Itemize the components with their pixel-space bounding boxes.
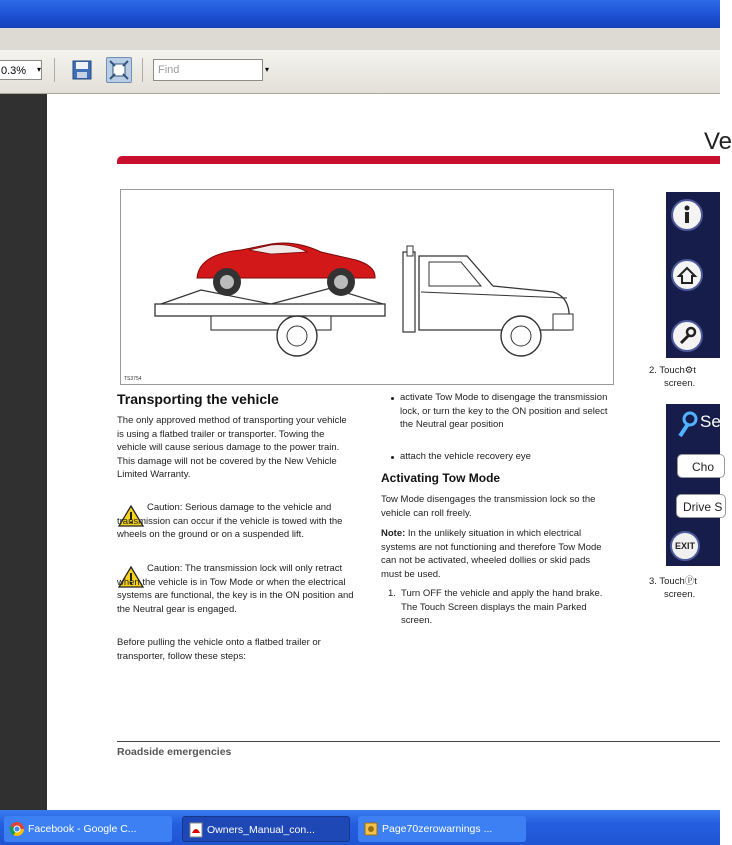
- taskbar-item-page70[interactable]: [358, 816, 526, 842]
- tow-truck-illustration: [120, 189, 614, 385]
- settings-heading: Se: [700, 412, 721, 431]
- task-label: Facebook - Google C...: [28, 823, 137, 835]
- note-label: Note:: [381, 528, 406, 539]
- step-text: screen.: [664, 378, 696, 389]
- note-text: In the unlikely situation in which electrical systems are not functioning and therefore Tow Mode can not be activated, wheeled dollies or skid pads must be used.: [381, 528, 602, 580]
- before-steps-paragraph: Before pulling the vehicle onto a flatbed trailer or transporter, follow these steps:: [117, 637, 321, 662]
- zoom-dropdown-icon[interactable]: ▾: [36, 65, 41, 74]
- right-step-3: [649, 575, 697, 601]
- step-text: t: [694, 576, 697, 587]
- bullet-dot: [391, 397, 394, 400]
- chrome-icon: [9, 821, 25, 837]
- toolbar-separator: [54, 58, 55, 82]
- menu-bar: [0, 28, 720, 51]
- flatbed-truck-drawing: [121, 190, 613, 384]
- navigation-panel[interactable]: [0, 94, 47, 810]
- image-viewer-icon: [363, 821, 379, 837]
- toolbar-separator: [142, 58, 143, 82]
- wrench-icon: [671, 320, 703, 352]
- step-number: 1.: [388, 588, 396, 599]
- note-paragraph: [381, 527, 613, 581]
- find-input[interactable]: Find: [153, 59, 263, 81]
- taskbar-item-owners-manual[interactable]: [182, 816, 350, 842]
- page-header-title: Ve: [704, 128, 732, 155]
- step-text: t: [693, 365, 696, 376]
- step-text: screen.: [664, 589, 696, 600]
- bullet-dot: [391, 456, 394, 459]
- list-item: attach the vehicle recovery eye: [400, 451, 531, 462]
- subsection-title: Activating Tow Mode: [381, 471, 501, 485]
- pdf-icon: [188, 822, 204, 838]
- right-step-2: [649, 364, 696, 390]
- step-text: 3. Touch: [649, 576, 685, 587]
- list-item: activate Tow Mode to disengage the transmission lock, or turn the key to the ON position and select the Neutral gear position: [400, 392, 608, 431]
- footer-rule: [117, 741, 720, 742]
- intro-paragraph: The only approved method of transporting your vehicle is using a flatbed trailer or transporter. Towing the vehicle will cause serious damage to the power train. This damage will not be covered by the New Vehicle Limited Warranty.: [117, 415, 347, 481]
- save-button[interactable]: [69, 57, 95, 83]
- task-label: Page70zerowarnings ...: [382, 823, 493, 835]
- caution-paragraph: Caution: The transmission lock will only retract when the vehicle is in Tow Mode or when the electrical systems are functional, the key is in the ON position and the Neutral gear is engaged.: [117, 563, 354, 615]
- figure-code: TS3754: [124, 376, 142, 382]
- page-footer: Roadside emergencies: [117, 746, 232, 758]
- taskbar-item-facebook[interactable]: [4, 816, 172, 842]
- caution-paragraph: Caution: Serious damage to the vehicle and transmission can occur if the vehicle is towed with the wheels on the ground or on a suspended lift.: [117, 502, 343, 541]
- task-label: Owners_Manual_con...: [207, 824, 315, 836]
- wrench-icon: ⚙: [684, 365, 694, 376]
- exit-icon: Ⓟ: [684, 576, 695, 587]
- drive-settings-button: Drive S: [676, 494, 726, 518]
- home-icon: [671, 259, 703, 291]
- header-rule: [117, 156, 720, 164]
- window-title-bar[interactable]: [0, 0, 720, 28]
- fit-page-icon: [107, 58, 131, 82]
- save-icon: [69, 57, 95, 83]
- choose-button: Cho: [677, 454, 725, 478]
- info-icon: [671, 199, 703, 231]
- step-text: 2. Touch: [649, 365, 685, 376]
- exit-button: EXIT: [670, 531, 700, 561]
- section-title: Transporting the vehicle: [117, 391, 279, 407]
- step-1-text: Turn OFF the vehicle and apply the hand brake. The Touch Screen displays the main Parked screen.: [401, 588, 603, 627]
- zoom-input[interactable]: 0.3%: [0, 60, 42, 80]
- find-dropdown-icon[interactable]: ▾: [264, 65, 269, 74]
- fit-page-button[interactable]: [106, 57, 132, 83]
- tow-mode-paragraph: Tow Mode disengages the transmission lock so the vehicle can roll freely.: [381, 494, 596, 519]
- wrench-icon: [674, 410, 698, 438]
